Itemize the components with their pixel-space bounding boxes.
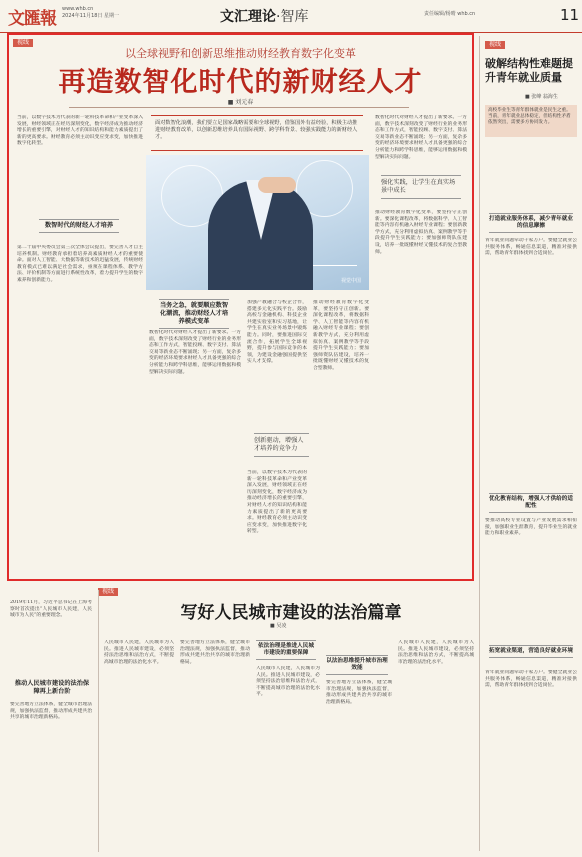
divider	[69, 107, 409, 108]
feature-tag: 视线	[13, 39, 33, 47]
subheading: 数智时代的财经人才培养	[39, 219, 119, 233]
body-column: 加强产教融合与校企合作，搭建多元化实践平台。鼓励高校与金融机构、科技企业共建实验室和实习基地，让学生在真实业务场景中锻炼能力。同时，要推进国际交流合作，拓展学生全球视野，提升参与国际竞争的本领，为建设金融强国提供坚实人才支撑。	[247, 300, 307, 365]
column-rule	[98, 590, 99, 852]
body-column: 数智化时代对财经人才提出了新要求。一方面，数字技术深刻改变了财经行业的业务形态和工作方式，智能投顾、数字支付、算法交易等新业态不断涌现；另一方面，复杂多变的经济环境要求财经人才具备更强的综合分析能力和跨学科思维，能够运用数据和模型解决实际问题。	[149, 330, 241, 375]
body-column: 当前，以数字技术为代表的新一轮科技革命和产业变革深入发展，财经领域正在经历深刻变化，数字经济成为推动经济增长的重要引擎，对财经人才的知识结构和能力素质提出了新的更高要求。财经教育必须主动识变应变求变，加快推进数字化转型。	[17, 115, 143, 147]
feature-byline: ■ 刘元春	[227, 99, 254, 106]
bottom-subheading: 以法治思维提升城市治理效能	[326, 655, 388, 675]
feature-article	[7, 33, 474, 581]
section-title	[220, 6, 308, 26]
body-column: 数智化时代对财经人才提出了新要求。一方面，数字技术深刻改变了财经行业的业务形态和工作方式，智能投顾、数字支付、算法交易等新业态不断涌现；另一方面，复杂多变的经济环境要求财经人才具备更强的综合分析能力和跨学科思维，能够运用数据和模型解决实际问题。	[375, 115, 467, 160]
sidebar-subheading: 优化教育结构，增强人才供给的适配性	[489, 493, 573, 513]
hand-shape	[258, 177, 296, 193]
body-column: 推动财经教育数字化变革，要坚持守正创新。要深化课程改革，将数据科学、人工智能等内容有机融入财经专业课程；要创新教学方式，充分利用虚拟仿真、案例教学等手段提升学生实践能力；要加强师资队伍建设，培养一批既懂财经又懂技术的复合型教师。	[375, 210, 467, 255]
feature-headline: 再造数智化时代的新财经人才	[58, 67, 423, 98]
bottom-body: 要完善地方立法体系，健全城市治理法规，加强执法监督，推动形成共建共治共享的城市治理新格局。	[180, 640, 250, 665]
body-column: 当前，以数字技术为代表的新一轮科技革命和产业变革深入发展，财经领域正在经历深刻变化，数字经济成为推动经济增长的重要引擎，对财经人才的知识结构和能力素质提出了新的更高要求。财经教育必须主动识变应变求变，加快推进数字化转型。	[247, 470, 307, 535]
feature-photo	[146, 155, 369, 290]
photo-credit: 视觉中国	[340, 278, 361, 284]
sidebar-intro: 高校毕业生等青年群体就业是民生之重。当前，青年就业总体稳定，但结构性矛盾依然突出，需要多方协同发力。	[485, 105, 577, 137]
bottom-left-intro: 2019年11月，习近平总书记在上海考察时首次提出“人民城市人民建，人民城市为人民”的重要理念。	[10, 600, 92, 619]
sidebar-subheading: 拓宽就业渠道，营造良好就业环境	[489, 645, 573, 658]
column-rule	[479, 36, 480, 851]
feature-abstract: 面对数智化浪潮，我们要立足国家战略需要和全球视野，借鉴国外有益经验，积极主动推进财经教育改革，以创新思维培养具有国际视野、跨学科背景、较强实践能力的新财经人才。	[151, 115, 363, 151]
bottom-byline: ■ 吴凌	[270, 623, 287, 629]
page-number: 11	[560, 6, 580, 24]
bottom-subheading: 依法治理是推进人民城市建设的重要保障	[256, 640, 316, 660]
subheading: 当务之急，就要顺应数智化潮流，推动财经人才培养模式变革	[159, 299, 229, 329]
sidebar-headline: 破解结构性难题提升青年就业质量	[485, 57, 573, 84]
bottom-tag: 视线	[98, 588, 118, 596]
section-sub: ·智库	[276, 9, 309, 25]
sidebar-body: 青年就业问题牵动千家万户。要健全就业公共服务体系，畅通信息渠道，精准对接供需，帮助青年群体找到合适岗位。	[485, 238, 577, 257]
bottom-body: 人民城市人民建，人民城市为人民。推进人民城市建设，必须坚持法治思维和法治方式，不断提高城市治理的法治化水平。	[398, 640, 474, 665]
sidebar-byline: ■ 张峰 翁海生	[525, 94, 558, 100]
bottom-body: 人民城市人民建，人民城市为人民。推进人民城市建设，必须坚持法治思维和法治方式，不断提高城市治理的法治化水平。	[104, 640, 174, 665]
sidebar-body: 要推动高校专业设置与产业发展需求相衔接，加强职业生涯教育，提升毕业生的就业能力和职业素养。	[485, 518, 577, 537]
pull-quote: 创新驱动，增强人才培养的竞争力	[254, 433, 309, 457]
bottom-headline: 写好人民城市建设的法治篇章	[180, 603, 402, 623]
newspaper-logo: 文匯報	[8, 9, 56, 29]
site-url: www.whb.cn	[62, 6, 94, 12]
pull-quote: 强化实践，让学生在真实场景中成长	[381, 175, 461, 199]
bottom-left-body: 要完善地方立法体系，健全城市治理法规，加强执法监督，推动形成共建共治共享的城市治理新格局。	[10, 702, 92, 721]
sidebar-body: 青年就业问题牵动千家万户。要健全就业公共服务体系，畅通信息渠道，精准对接供需，帮助青年群体找到合适岗位。	[485, 670, 577, 689]
editor-line: 责任编辑/杨晴 whb.cn	[424, 11, 476, 17]
bottom-body: 要完善地方立法体系，健全城市治理法规，加强执法监督，推动形成共建共治共享的城市治理新格局。	[326, 680, 392, 705]
masthead	[0, 0, 582, 33]
sidebar-tag: 视线	[485, 41, 505, 49]
feature-kicker: 以全球视野和创新思维推动财经教育数字化变革	[125, 47, 356, 60]
date-text: 2024年11月18日 星期一	[62, 13, 120, 19]
issue-date	[62, 6, 119, 20]
bottom-body: 人民城市人民建，人民城市为人民。推进人民城市建设，必须坚持法治思维和法治方式，不断提高城市治理的法治化水平。	[256, 666, 320, 698]
bottom-left-headline: 推动人民城市建设的法治保障再上新台阶	[14, 680, 90, 695]
chart-graphic	[306, 225, 357, 266]
sidebar-subheading: 打造就业服务体系，减少青年就业的信息摩擦	[489, 213, 573, 233]
body-column: 第二十届中央委员会第三次全体会议提出，要完善人才自主培养机制。财经教育承担着培养高素质财经人才的重要使命。面对人工智能、大数据等新技术的迅猛发展，传统财经教育模式已难以满足社会需求，亟须在课程体系、教学方法、评价机制等方面进行系统性改革，着力提升学生的数字素养和创新能力。	[17, 245, 143, 283]
sidebar-article	[485, 33, 577, 853]
body-column: 推动财经教育数字化变革，要坚持守正创新。要深化课程改革，将数据科学、人工智能等内容有机融入财经专业课程；要创新教学方式，充分利用虚拟仿真、案例教学等手段提升学生实践能力；要加强师资队伍建设，培养一批既懂财经又懂技术的复合型教师。	[313, 300, 369, 371]
section-name: 文汇理论	[220, 9, 276, 25]
